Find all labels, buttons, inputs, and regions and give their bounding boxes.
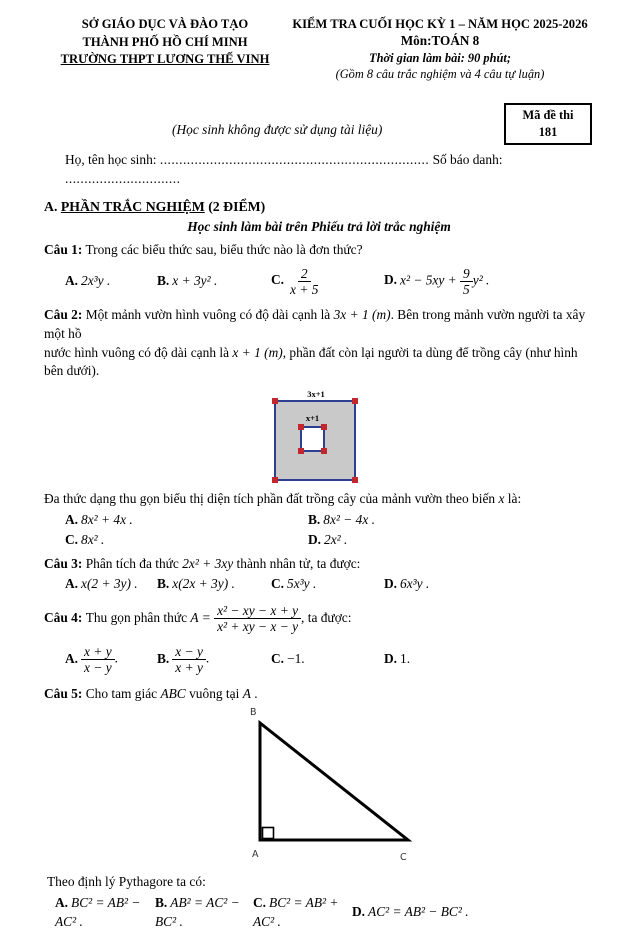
option-d-value: 6x³y . [400,575,430,591]
exam-header [44,16,594,82]
question-2-options [44,510,594,550]
option-c-label: C. [65,531,79,547]
question-1-option-b [157,272,271,291]
question-2-text1: Một mảnh vườn hình vuông có độ dài cạnh là [85,307,331,323]
option-b-value: 8x² − 4x . [323,511,375,527]
option-c-label: C. [253,894,267,910]
school-name: TRƯỜNG THPT LƯƠNG THẾ VINH [60,52,270,66]
corner-dot [352,398,358,404]
question-2-option-a [65,510,308,530]
student-id-field: .............................. [65,170,181,186]
question-4-text2: , ta được: [301,609,352,625]
exam-composition: (Gồm 8 câu trắc nghiệm và 4 câu tự luận) [335,67,545,81]
question-3-options [44,575,594,594]
question-2-option-d [308,530,594,550]
option-d-label: D. [352,904,366,920]
option-d-value: 1. [400,651,411,667]
question-2-option-b [308,510,594,530]
option-d-prefix: x² − 5xy + [400,272,457,288]
exam-code-box [504,103,592,145]
question-2-sub-text2: là: [507,491,522,507]
option-a-value: 8x² + 4x . [81,511,133,527]
question-3-math: 2x² + 3xy [182,555,234,571]
exam-code-label: Mã đề thi [522,108,574,122]
issuer-block [44,16,286,82]
question-5-text1: Cho tam giác [85,685,158,701]
fraction-numerator: 2 [298,266,311,282]
question-1-options [44,261,594,301]
question-2-text4: , phần đất còn lại người ta dùng để trồng cây (như hình bên dưới). [44,344,578,379]
question-3-option-d [384,575,594,594]
option-c-value: 5x³y . [287,575,317,591]
question-2-sub-text1: Đa thức dạng thu gọn biểu thị diện tích phần đất trồng cây của mảnh vườn theo biến [44,491,496,507]
outer-square-label: 3x+1 [307,389,325,400]
option-a-label: A. [65,272,79,288]
fraction-denominator: 5 [463,281,470,297]
question-4-fraction [214,603,301,634]
triangle-figure [230,705,594,869]
question-3-option-c [271,575,384,594]
vertex-b-label: B [250,707,257,719]
question-5-options [44,894,594,931]
option-a-label: A. [65,650,79,666]
question-1-option-a [44,272,157,291]
exam-subject: Môn:TOÁN 8 [400,33,480,48]
question-1 [44,241,594,260]
corner-dot [352,477,358,483]
triangle-outline [260,723,408,840]
section-a-points: (2 ĐIỂM) [208,199,266,215]
option-b-label: B. [308,511,321,527]
option-d-label: D. [384,575,398,591]
question-2-option-c [65,530,308,550]
question-5-math2: A [242,685,251,701]
option-c-value: −1. [287,651,305,667]
option-b-value: x(2x + 3y) . [172,575,235,591]
section-a-title [44,197,594,216]
question-3 [44,555,594,574]
corner-dot [272,477,278,483]
question-2-text3: nước hình vuông có độ dài cạnh là [44,344,230,360]
corner-dot [321,448,327,454]
option-c-label: C. [271,575,285,591]
option-d-label: D. [308,531,322,547]
vertex-c-label: C [400,852,407,864]
option-c-value: 8x² . [81,531,105,547]
question-4-option-c [271,650,384,669]
question-1-option-c [271,266,384,297]
question-2-text2: . Bên trong mảnh vườn người ta xây một hồ [44,307,586,341]
question-5-option-a [55,894,155,931]
option-b-label: B. [157,272,170,288]
question-1-label: Câu 1: [44,242,83,258]
option-b-value: AB² = AC² − BC² . [155,894,240,929]
department-line1: SỞ GIÁO DỤC VÀ ĐÀO TẠO [81,17,249,31]
fraction-denominator: x + 5 [290,281,319,297]
question-5-math1: ABC [160,685,186,701]
no-materials-note: (Học sinh không được sử dụng tài liệu) [172,122,383,137]
option-a-fraction [81,644,115,675]
question-3-option-a [44,575,157,594]
fraction-numerator: x − y [172,644,206,660]
section-a-prefix: A. [44,199,58,215]
option-a-label: A. [55,894,69,910]
exam-code-value: 181 [538,124,558,139]
option-c-value: BC² = AB² + AC² . [253,894,339,929]
option-b-suffix: . [205,650,210,666]
question-4-option-a [44,644,157,675]
option-a-value: x(2 + 3y) . [81,575,138,591]
outer-square [274,400,356,481]
corner-dot [321,424,327,430]
fraction-denominator: x + y [175,660,203,675]
option-d-label: D. [384,272,398,288]
question-3-option-b [157,575,271,594]
fraction-numerator: x + y [81,644,115,660]
question-4-label: Câu 4: [44,609,83,625]
option-b-value: x + 3y² . [172,272,218,288]
question-3-label: Câu 3: [44,555,83,571]
option-a-value: BC² = AB² − AC² . [55,894,141,929]
student-info-row [65,151,594,189]
question-2 [44,306,594,381]
corner-dot [298,424,304,430]
student-name-field: ...................................................................... [159,151,430,167]
question-3-text1: Phân tích đa thức [85,555,179,571]
question-1-option-d [384,266,594,297]
section-a-instruction: Học sinh làm bài trên Phiếu trả lời trắc nghiệm [187,218,451,234]
right-angle-mark [263,828,274,839]
section-a-name: PHẦN TRẮC NGHIỆM [60,199,205,215]
question-2-sub-math: x [498,491,505,507]
option-b-label: B. [157,650,170,666]
student-name-label: Họ, tên học sinh: [65,151,157,167]
option-c-label: C. [271,272,285,288]
question-4-math: A = [190,609,211,625]
option-b-label: B. [157,575,170,591]
question-3-text2: thành nhân tử, ta được: [236,555,361,571]
inner-square [300,426,325,452]
fraction-denominator: x − y [84,660,112,675]
option-c-fraction [287,266,321,297]
garden-figure [274,389,366,485]
option-d-suffix: y² . [472,272,490,288]
fraction-denominator: x² + xy − x − y [217,618,299,634]
question-5-followup: Theo định lý Pythagore ta có: [47,874,206,890]
question-5-option-c [253,894,352,931]
inner-square-label: x+1 [305,413,320,424]
option-d-value: AC² = AB² − BC² . [368,904,469,920]
vertex-a-label: A [252,849,259,861]
question-2-label: Câu 2: [44,307,83,323]
question-2-subtext [44,490,594,509]
option-a-label: A. [65,511,79,527]
department-line2: THÀNH PHỐ HỒ CHÍ MINH [82,34,248,49]
exam-title-block [286,16,594,82]
right-triangle-svg [230,705,430,863]
question-5-text2: vuông tại [189,685,240,701]
question-2-math2: x + 1 (m) [232,344,283,360]
corner-dot [272,398,278,404]
option-a-suffix: . [114,650,119,666]
question-2-math1: 3x + 1 (m) [333,307,391,323]
option-a-value: 2x³y . [81,272,111,288]
fraction-numerator: 9 [460,266,473,282]
question-4-options [44,640,594,680]
question-4-option-b [157,644,271,675]
question-5 [44,685,594,704]
option-b-fraction [172,644,206,675]
student-id-label: Số báo danh: [432,151,503,167]
exam-duration: Thời gian làm bài: 90 phút; [369,51,511,65]
option-b-label: B. [155,894,168,910]
question-5-option-b [155,894,253,931]
option-d-value: 2x² . [324,531,348,547]
exam-title: KIỂM TRA CUỐI HỌC KỲ 1 – NĂM HỌC 2025-2026 [292,17,588,31]
question-5-label: Câu 5: [44,685,83,701]
option-a-label: A. [65,575,79,591]
question-5-option-d [352,903,594,922]
option-d-fraction [460,266,473,297]
option-d-label: D. [384,651,398,667]
corner-dot [298,448,304,454]
option-c-label: C. [271,651,285,667]
fraction-numerator: x² − xy − x + y [214,603,301,619]
question-4-option-d [384,650,594,669]
question-5-text3: . [254,685,258,701]
question-4-text1: Thu gọn phân thức [85,609,188,625]
question-4 [44,603,594,634]
question-1-text: Trong các biểu thức sau, biểu thức nào là đơn thức? [85,242,363,258]
